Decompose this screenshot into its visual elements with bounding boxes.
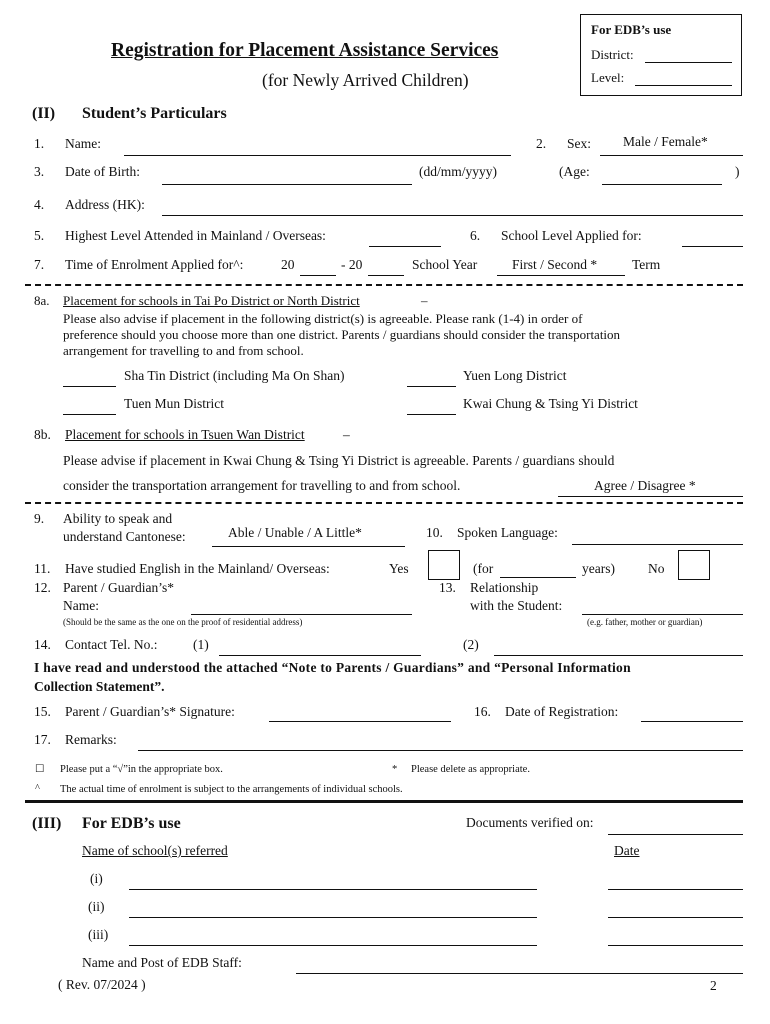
section-2-heading: Student’s Particulars bbox=[82, 105, 227, 122]
rank-yuen-long-field[interactable] bbox=[407, 386, 456, 387]
enrolment-time-label: Time of Enrolment Applied for^: bbox=[65, 257, 244, 272]
term-label: Term bbox=[632, 257, 661, 272]
term-options[interactable]: First / Second * bbox=[512, 257, 598, 272]
years-label: years) bbox=[582, 561, 615, 576]
edb-box-district-label: District: bbox=[591, 47, 634, 62]
highest-level-field[interactable] bbox=[369, 246, 441, 247]
remarks-label: Remarks: bbox=[65, 732, 117, 747]
remarks-field[interactable] bbox=[138, 750, 743, 751]
school-level-field[interactable] bbox=[682, 246, 743, 247]
q8b-title: Placement for schools in Tsuen Wan District bbox=[65, 427, 305, 442]
spoken-language-field[interactable] bbox=[572, 544, 743, 545]
address-field[interactable] bbox=[162, 215, 743, 216]
enrolment-year-from-field[interactable] bbox=[300, 275, 336, 276]
q8a-dash: – bbox=[421, 293, 428, 308]
signature-label: Parent / Guardian’s* Signature: bbox=[65, 704, 235, 719]
declaration-line1: I have read and understood the attached “Note to Parents / Guardians” and “Personal Information bbox=[34, 660, 631, 675]
schools-referred-header: Name of school(s) referred bbox=[82, 843, 228, 858]
school-row-3-label: (iii) bbox=[88, 927, 109, 942]
district-tuen-mun: Tuen Mun District bbox=[124, 396, 225, 411]
district-yuen-long: Yuen Long District bbox=[463, 368, 567, 383]
dob-label: Date of Birth: bbox=[65, 164, 140, 179]
section-3-number: (III) bbox=[32, 815, 62, 832]
dashed-divider-bottom bbox=[25, 502, 743, 504]
sex-label: Sex: bbox=[567, 136, 592, 151]
tel-1-field[interactable] bbox=[219, 655, 421, 656]
yes-checkbox[interactable] bbox=[428, 550, 460, 580]
signature-field[interactable] bbox=[269, 721, 451, 722]
documents-verified-label: Documents verified on: bbox=[466, 815, 594, 830]
page-subtitle: (for Newly Arrived Children) bbox=[262, 70, 469, 90]
edb-box-title: For EDB’s use bbox=[591, 22, 672, 37]
yes-label: Yes bbox=[389, 561, 409, 576]
q8a-number: 8a. bbox=[34, 293, 50, 308]
relationship-note: (e.g. father, mother or guardian) bbox=[587, 617, 703, 627]
school-row-1-label: (i) bbox=[90, 871, 103, 886]
q8a-title: Placement for schools in Tai Po District or North District bbox=[63, 293, 360, 308]
section-divider bbox=[25, 800, 743, 803]
q8b-number: 8b. bbox=[34, 427, 51, 442]
term-field[interactable] bbox=[497, 275, 625, 276]
school-row-1-field[interactable] bbox=[129, 889, 537, 890]
documents-verified-field[interactable] bbox=[608, 834, 743, 835]
guardian-name-note: (Should be the same as the one on the proof of residential address) bbox=[63, 617, 303, 627]
q14-number: 14. bbox=[34, 637, 51, 652]
tel-2-field[interactable] bbox=[494, 655, 743, 656]
relationship-field[interactable] bbox=[582, 614, 743, 615]
q10-number: 10. bbox=[426, 525, 443, 540]
district-sha-tin: Sha Tin District (including Ma On Shan) bbox=[124, 368, 345, 383]
dob-format: (dd/mm/yyyy) bbox=[419, 164, 497, 179]
edb-staff-field[interactable] bbox=[296, 973, 743, 974]
page-title: Registration for Placement Assistance Services bbox=[111, 40, 499, 61]
enrolment-year-prefix: 20 bbox=[281, 257, 295, 272]
date-row-2-field[interactable] bbox=[608, 917, 743, 918]
agree-options[interactable]: Agree / Disagree * bbox=[594, 478, 696, 493]
rank-kwai-chung-field[interactable] bbox=[407, 414, 456, 415]
tick-box-icon: ☐ bbox=[35, 764, 45, 775]
no-checkbox[interactable] bbox=[678, 550, 710, 580]
school-row-3-field[interactable] bbox=[129, 945, 537, 946]
q12-number: 12. bbox=[34, 580, 51, 595]
date-row-3-field[interactable] bbox=[608, 945, 743, 946]
q8a-instructions-line3: arrangement for travelling to and from school. bbox=[63, 343, 304, 358]
q13-number: 13. bbox=[439, 580, 456, 595]
date-header: Date bbox=[614, 843, 640, 858]
edb-box-level-label: Level: bbox=[591, 70, 625, 85]
age-field[interactable] bbox=[602, 184, 722, 185]
q11-number: 11. bbox=[34, 561, 51, 576]
date-row-1-field[interactable] bbox=[608, 889, 743, 890]
q2-number: 2. bbox=[536, 136, 547, 151]
q15-number: 15. bbox=[34, 704, 51, 719]
relationship-label-line2: with the Student: bbox=[470, 598, 563, 613]
edb-box-level-field[interactable] bbox=[635, 85, 732, 86]
q8a-instructions-line2: preference should you choose more than one district. Parents / guardians should consider the transportation bbox=[63, 327, 621, 342]
guardian-name-label-line1: Parent / Guardian’s* bbox=[63, 580, 174, 595]
tel-2-label: (2) bbox=[463, 637, 479, 652]
section-2-number: (II) bbox=[32, 105, 56, 122]
cantonese-label-line1: Ability to speak and bbox=[63, 511, 173, 526]
sex-options[interactable]: Male / Female* bbox=[623, 134, 708, 149]
agree-field[interactable] bbox=[558, 496, 743, 497]
q16-number: 16. bbox=[474, 704, 491, 719]
q8b-dash: – bbox=[343, 427, 350, 442]
note-enrolment: The actual time of enrolment is subject to the arrangements of individual schools. bbox=[60, 784, 403, 795]
edb-box-district-field[interactable] bbox=[645, 62, 732, 63]
school-year-label: School Year bbox=[412, 257, 478, 272]
for-label: (for bbox=[473, 561, 494, 576]
registration-date-field[interactable] bbox=[641, 721, 743, 722]
enrolment-year-to-field[interactable] bbox=[368, 275, 404, 276]
english-studied-label: Have studied English in the Mainland/ Overseas: bbox=[65, 561, 330, 576]
school-row-2-label: (ii) bbox=[88, 899, 105, 914]
dashed-divider-top bbox=[25, 284, 743, 286]
q4-number: 4. bbox=[34, 197, 45, 212]
school-row-2-field[interactable] bbox=[129, 917, 537, 918]
declaration-line2: Collection Statement”. bbox=[34, 679, 165, 694]
q17-number: 17. bbox=[34, 732, 51, 747]
name-field[interactable] bbox=[124, 155, 511, 156]
address-label: Address (HK): bbox=[65, 197, 145, 212]
enrolment-year-dash: - 20 bbox=[341, 257, 363, 272]
q8b-instructions-line1: Please advise if placement in Kwai Chung & Tsing Yi District is agreeable. Parents / guardians should bbox=[63, 453, 615, 468]
note-caret: ^ bbox=[35, 783, 40, 794]
q8a-instructions-line1: Please also advise if placement in the following district(s) is agreeable. Please rank (1-4) in order of bbox=[63, 311, 583, 326]
page-number: 2 bbox=[710, 978, 717, 993]
q1-number: 1. bbox=[34, 136, 45, 151]
name-label: Name: bbox=[65, 136, 101, 151]
note-delete: Please delete as appropriate. bbox=[411, 764, 530, 775]
q5-number: 5. bbox=[34, 228, 45, 243]
q8b-instructions-line2: consider the transportation arrangement for travelling to and from school. bbox=[63, 478, 461, 493]
guardian-name-label-line2: Name: bbox=[63, 598, 99, 613]
age-label: (Age: bbox=[559, 164, 590, 179]
q3-number: 3. bbox=[34, 164, 45, 179]
sex-field[interactable] bbox=[600, 155, 743, 156]
contact-tel-label: Contact Tel. No.: bbox=[65, 637, 158, 652]
revision-label: ( Rev. 07/2024 ) bbox=[58, 977, 146, 992]
years-field[interactable] bbox=[500, 577, 576, 578]
guardian-name-field[interactable] bbox=[191, 614, 412, 615]
cantonese-label-line2: understand Cantonese: bbox=[63, 529, 186, 544]
highest-level-label: Highest Level Attended in Mainland / Overseas: bbox=[65, 228, 326, 243]
section-3-heading: For EDB’s use bbox=[82, 815, 181, 832]
age-close: ) bbox=[735, 164, 740, 179]
tel-1-label: (1) bbox=[193, 637, 209, 652]
school-level-label: School Level Applied for: bbox=[501, 228, 642, 243]
no-label: No bbox=[648, 561, 665, 576]
rank-tuen-mun-field[interactable] bbox=[63, 414, 116, 415]
district-kwai-chung: Kwai Chung & Tsing Yi District bbox=[463, 396, 638, 411]
cantonese-options[interactable]: Able / Unable / A Little* bbox=[228, 525, 362, 540]
rank-sha-tin-field[interactable] bbox=[63, 386, 116, 387]
relationship-label-line1: Relationship bbox=[470, 580, 539, 595]
note-tick: Please put a “√”in the appropriate box. bbox=[60, 764, 223, 775]
edb-staff-label: Name and Post of EDB Staff: bbox=[82, 955, 242, 970]
registration-date-label: Date of Registration: bbox=[505, 704, 619, 719]
q6-number: 6. bbox=[470, 228, 481, 243]
note-star: * bbox=[392, 764, 398, 775]
q9-number: 9. bbox=[34, 511, 45, 526]
q7-number: 7. bbox=[34, 257, 45, 272]
cantonese-field[interactable] bbox=[212, 546, 405, 547]
dob-field[interactable] bbox=[162, 184, 412, 185]
spoken-language-label: Spoken Language: bbox=[457, 525, 558, 540]
